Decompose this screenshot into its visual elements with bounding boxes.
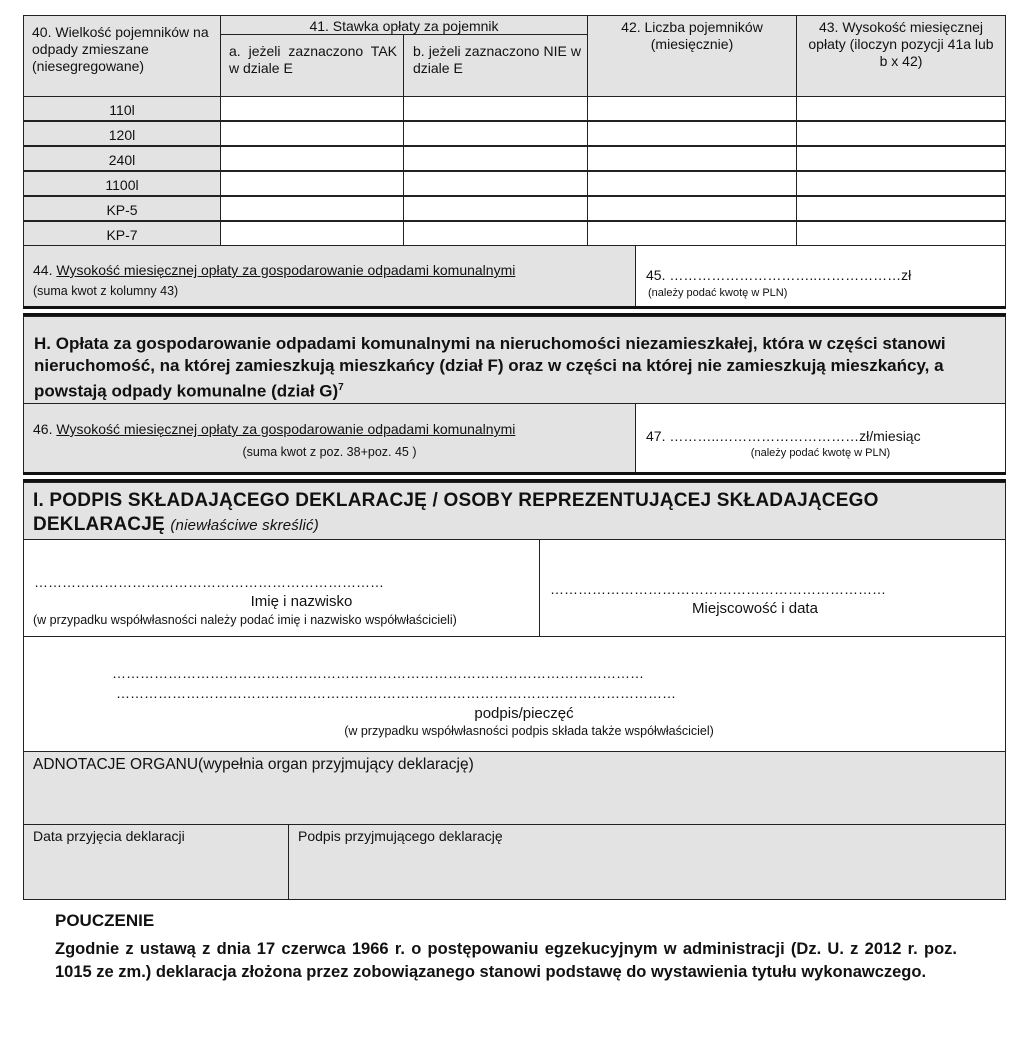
amount-cell[interactable]: [796, 171, 1006, 196]
count-cell[interactable]: [587, 146, 797, 171]
rate-b-cell[interactable]: [403, 146, 588, 171]
rate-a-cell[interactable]: [220, 171, 404, 196]
count-cell[interactable]: [587, 171, 797, 196]
size-label: 1100l: [105, 177, 139, 193]
count-cell[interactable]: [587, 121, 797, 146]
row47-cell[interactable]: [635, 403, 1006, 473]
col42-label: 42. Liczba pojemników (miesięcznie): [621, 19, 763, 52]
name-label: Imię i nazwisko: [250, 593, 353, 610]
col41b-label: b. jeżeli zaznaczono NIE w dziale E: [413, 43, 581, 76]
table-header-col40: [23, 15, 221, 97]
row44-label: Wysokość miesięcznej opłaty za gospodarowanie odpadami komunalnymi: [56, 262, 516, 278]
section-i-title-note: (niewłaściwe skreślić): [170, 517, 319, 534]
table-header-col41: [220, 15, 588, 35]
row46-label: Wysokość miesięcznej opłaty za gospodarowanie odpadami komunalnymi: [56, 421, 516, 437]
date-received-cell: [23, 824, 289, 900]
table-row: [23, 196, 221, 221]
row45-cell[interactable]: [635, 245, 1006, 307]
table-row: [23, 146, 221, 171]
signature-cell[interactable]: [23, 636, 1006, 752]
row46-line: [33, 421, 515, 438]
place-label: Miejscowość i data: [692, 600, 818, 617]
size-label: KP-7: [106, 227, 138, 243]
table-row: [23, 171, 221, 196]
col41a-label: a. jeżeli zaznaczono TAK w dziale E: [229, 43, 397, 76]
size-label: 110l: [109, 102, 135, 118]
row46-sub: (suma kwot z poz. 38+poz. 45 ): [242, 445, 417, 459]
section-h: [23, 316, 1006, 404]
count-cell[interactable]: [587, 221, 797, 246]
table-header-col42: [587, 15, 797, 97]
count-cell[interactable]: [587, 196, 797, 221]
notice-title: POUCZENIE: [55, 911, 155, 930]
table-row: [23, 121, 221, 146]
rate-b-cell[interactable]: [403, 96, 588, 121]
row44-line: [33, 262, 515, 279]
row47-field[interactable]: 47. ………..…………………………zł/miesiąc: [646, 428, 921, 444]
notice-text: Zgodnie z ustawą z dnia 17 czerwca 1966 r. o postępowaniu egzekucyjnym w administracji (Dz. U. z 2012 r. poz. 1015 ze zm.) deklaracja złożona przez zobowiązanego stanowi podstawę do wystawienia tytułu wykonawczego.: [55, 940, 957, 981]
rate-b-cell[interactable]: [403, 171, 588, 196]
amount-cell[interactable]: [796, 221, 1006, 246]
date-received-label: Data przyjęcia deklaracji: [33, 828, 185, 844]
signature-note: (w przypadku współwłasności podpis składa także współwłaściciel): [344, 724, 714, 738]
amount-cell[interactable]: [796, 121, 1006, 146]
receiver-signature-cell: [288, 824, 1006, 900]
section-h-title: [34, 333, 991, 403]
row44-cell: [23, 245, 636, 307]
place-dots[interactable]: ………………………………………………………………: [550, 581, 886, 597]
table-header-col41b: [403, 34, 588, 97]
annotations-title: ADNOTACJE ORGANU(wypełnia organ przyjmujący deklarację): [33, 756, 474, 773]
section-i: [23, 482, 1006, 540]
section-h-footnote: 7: [338, 382, 344, 393]
rate-b-cell[interactable]: [403, 121, 588, 146]
rate-a-cell[interactable]: [220, 121, 404, 146]
divider-double2-top: [23, 472, 1006, 475]
signature-place-cell[interactable]: [539, 539, 1006, 637]
name-note: (w przypadku współwłasności należy podać imię i nazwisko współwłaścicieli): [33, 613, 457, 627]
col41-label: 41. Stawka opłaty za pojemnik: [309, 18, 499, 34]
row46-cell: [23, 403, 636, 473]
rate-a-cell[interactable]: [220, 221, 404, 246]
row44-num: 44.: [33, 262, 53, 278]
row45-field[interactable]: 45. …………………………..………………zł: [646, 267, 912, 283]
name-dots[interactable]: …………………………………………………………………: [34, 574, 384, 590]
table-row: [23, 96, 221, 121]
size-label: 120l: [108, 127, 136, 143]
row47-note: (należy podać kwotę w PLN): [750, 447, 891, 459]
count-cell[interactable]: [587, 96, 797, 121]
table-header-col43: [796, 15, 1006, 97]
row46-num: 46.: [33, 421, 53, 437]
rate-b-cell[interactable]: [403, 221, 588, 246]
section-i-title-text: I. PODPIS SKŁADAJĄCEGO DEKLARACJĘ / OSOBY REPREZENTUJĄCEJ SKŁADAJĄCEGO DEKLARACJĘ: [33, 490, 879, 535]
amount-cell[interactable]: [796, 96, 1006, 121]
amount-cell[interactable]: [796, 196, 1006, 221]
signature-dots-2[interactable]: …………………………………………………………………………………………………………: [116, 685, 676, 701]
signature-label: podpis/pieczęć: [474, 705, 574, 722]
signature-name-cell[interactable]: [23, 539, 540, 637]
signature-dots-1[interactable]: ……………………………………………………………………………………………………: [112, 665, 644, 681]
section-i-title: [33, 489, 985, 538]
annotations-cell: [23, 751, 1006, 825]
col40-label: 40. Wielkość pojemników na odpady zmieszane (niesegregowane): [32, 24, 209, 74]
col43-label: 43. Wysokość miesięcznej opłaty (iloczyn pozycji 41a lub b x 42): [808, 19, 994, 69]
rate-b-cell[interactable]: [403, 196, 588, 221]
section-h-title-text: H. Opłata za gospodarowanie odpadami komunalnymi na nieruchomości niezamieszkałej, która w części stanowi nieruchomość, na której zamieszkują mieszkańcy (dział F) oraz w części na której nie zamieszkują mieszkańcy, a powstają odpady komunalne (dział G): [34, 334, 946, 401]
rate-a-cell[interactable]: [220, 196, 404, 221]
table-row: [23, 221, 221, 246]
size-label: 240l: [108, 152, 136, 168]
rate-a-cell[interactable]: [220, 146, 404, 171]
amount-cell[interactable]: [796, 146, 1006, 171]
size-label: KP-5: [106, 202, 138, 218]
row45-note: (należy podać kwotę w PLN): [648, 287, 788, 299]
table-header-col41a: [220, 34, 404, 97]
row44-sub: (suma kwot z kolumny 43): [33, 284, 179, 298]
rate-a-cell[interactable]: [220, 96, 404, 121]
divider-double-top: [23, 306, 1006, 309]
receiver-signature-label: Podpis przyjmującego deklarację: [298, 828, 503, 844]
